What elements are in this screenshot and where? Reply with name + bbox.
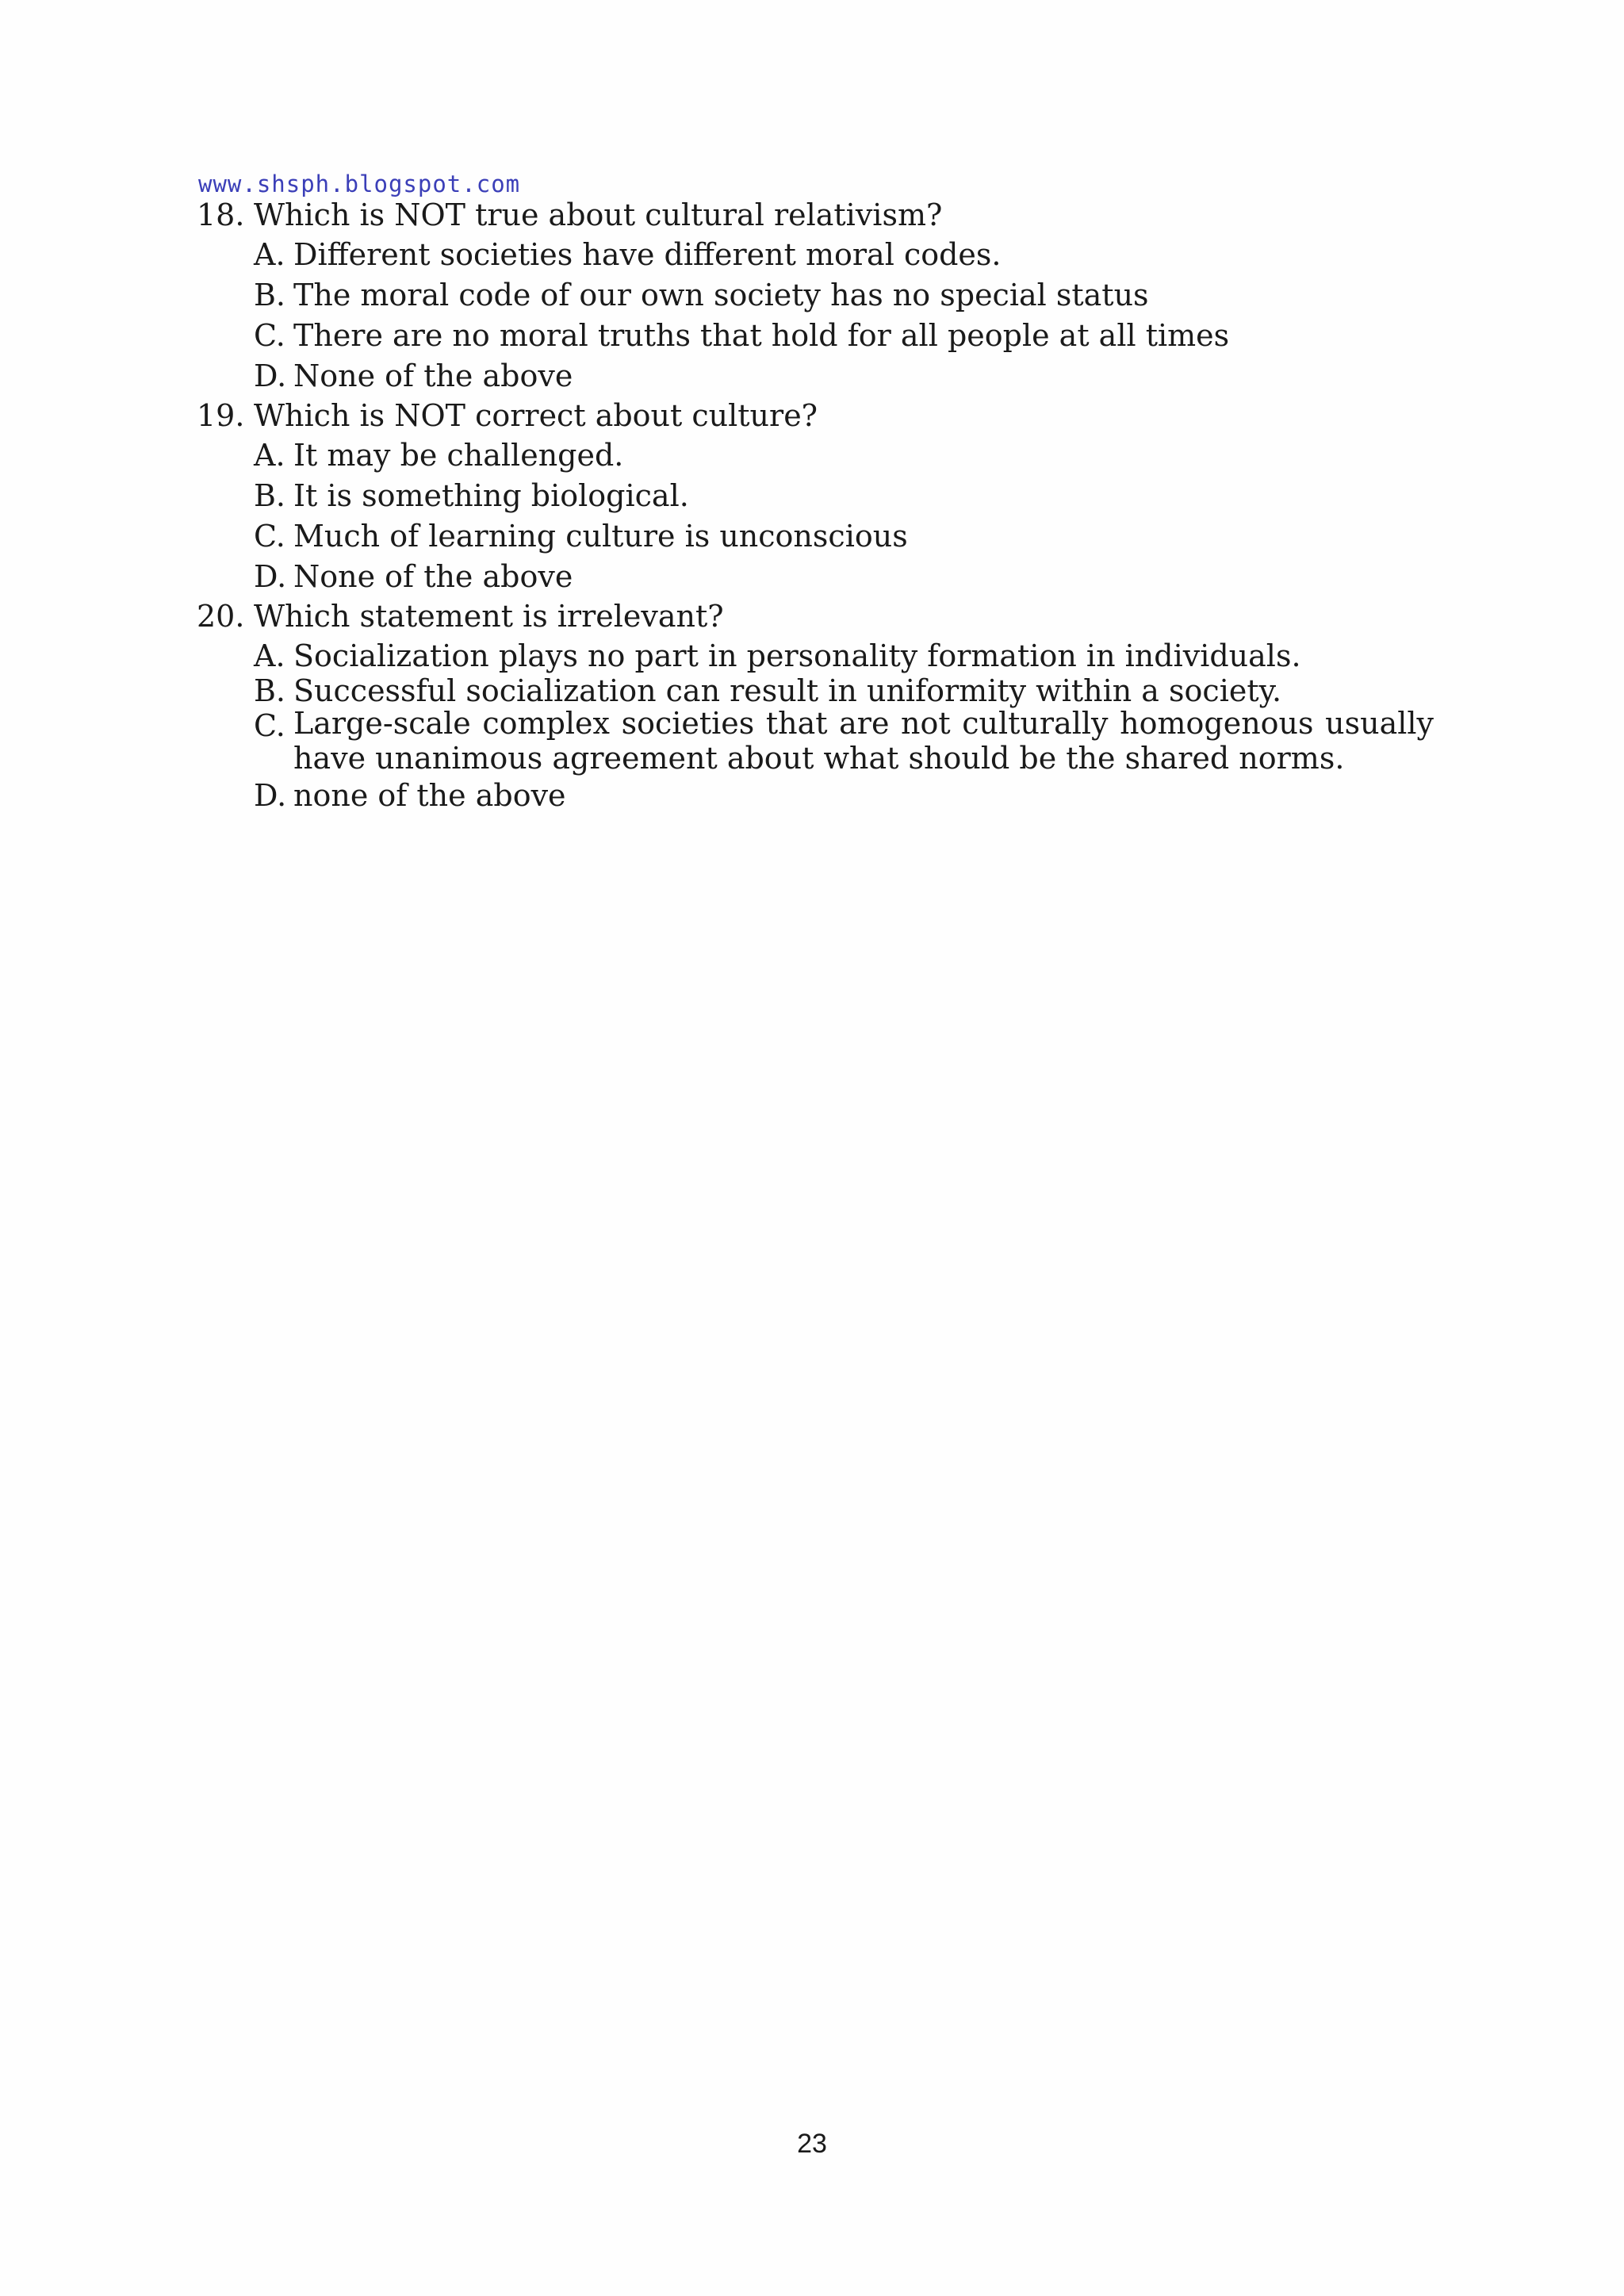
option-letter: C. bbox=[254, 519, 285, 554]
answer-option-b bbox=[197, 671, 1434, 706]
option-text: None of the above bbox=[293, 358, 573, 393]
question-number: 19. bbox=[197, 398, 245, 433]
option-text: The moral code of our own society has no special status bbox=[293, 278, 1149, 312]
option-text: Much of learning culture is unconscious bbox=[293, 519, 908, 554]
option-text: Large-scale complex societies that are not culturally homogenous usually have unanimous agreement about what should be the shared norms. bbox=[293, 706, 1434, 776]
option-letter: A. bbox=[254, 638, 285, 673]
option-text: There are no moral truths that hold for all people at all times bbox=[293, 318, 1230, 353]
option-letter: C. bbox=[254, 318, 285, 353]
answer-option-c bbox=[197, 316, 1434, 356]
option-text: none of the above bbox=[293, 778, 566, 813]
option-letter: B. bbox=[254, 673, 286, 708]
question-20 bbox=[197, 596, 1434, 811]
page-number: 23 bbox=[797, 2129, 827, 2159]
question-stem: Which is NOT true about cultural relativism? bbox=[254, 197, 943, 232]
question-stem-line bbox=[197, 396, 1434, 435]
option-letter: A. bbox=[254, 237, 285, 272]
question-stem-line bbox=[197, 195, 1434, 235]
answer-option-c bbox=[197, 516, 1434, 557]
answer-option-a bbox=[197, 636, 1434, 671]
option-letter: D. bbox=[254, 559, 287, 594]
option-letter: D. bbox=[254, 358, 287, 393]
question-18 bbox=[197, 195, 1434, 397]
question-number: 20. bbox=[197, 599, 245, 634]
option-letter: A. bbox=[254, 438, 285, 473]
question-stem-line bbox=[197, 596, 1434, 636]
option-text: None of the above bbox=[293, 559, 573, 594]
option-text: It is something biological. bbox=[293, 478, 689, 513]
question-number: 18. bbox=[197, 197, 245, 232]
option-letter: C. bbox=[254, 708, 285, 743]
answer-option-b bbox=[197, 476, 1434, 516]
option-text: Socialization plays no part in personality formation in individuals. bbox=[293, 638, 1301, 673]
answer-option-c bbox=[197, 706, 1434, 776]
answer-option-a bbox=[197, 235, 1434, 275]
question-19 bbox=[197, 396, 1434, 597]
answer-option-a bbox=[197, 435, 1434, 476]
option-letter: B. bbox=[254, 478, 286, 513]
answer-option-d bbox=[197, 557, 1434, 597]
answer-option-d bbox=[197, 356, 1434, 397]
answer-option-d bbox=[197, 776, 1434, 811]
option-text: Successful socialization can result in uniformity within a society. bbox=[293, 673, 1282, 708]
option-letter: D. bbox=[254, 778, 287, 813]
question-stem: Which statement is irrelevant? bbox=[254, 599, 724, 634]
watermark-link[interactable]: www.shsph.blogspot.com bbox=[198, 171, 521, 197]
answer-option-b bbox=[197, 275, 1434, 316]
question-stem: Which is NOT correct about culture? bbox=[254, 398, 818, 433]
option-letter: B. bbox=[254, 278, 286, 312]
option-text: It may be challenged. bbox=[293, 438, 624, 473]
option-text: Different societies have different moral codes. bbox=[293, 237, 1002, 272]
